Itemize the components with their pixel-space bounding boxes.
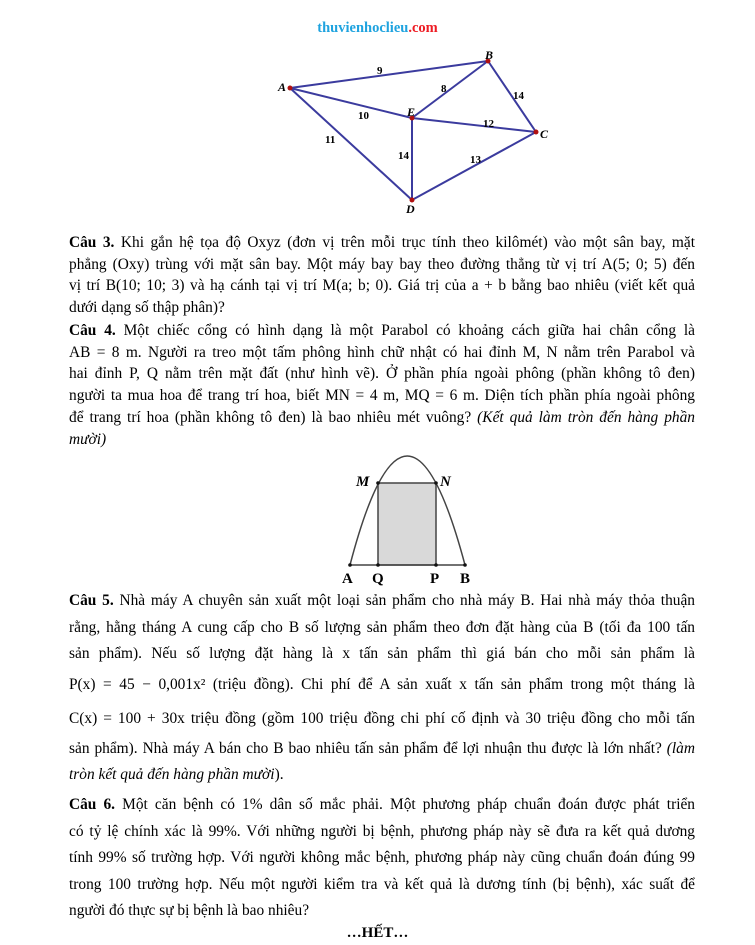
question-6 xyxy=(69,792,695,925)
q6-line-3: tính 99% số trường hợp. Với người không mắc bệnh, phương pháp này cũng chuẩn đoán đúng 99 xyxy=(69,849,695,866)
edge-E-C xyxy=(412,118,536,132)
q4-line-2: AB = 8 m. Người ra treo một tấm phông hình chữ nhật có hai đỉnh M, N nằm trên Parabol và xyxy=(69,343,695,361)
point-A xyxy=(348,563,352,567)
edge-weight-A-B: 9 xyxy=(377,65,383,77)
q4-line-3: hai đỉnh P, Q nằm trên mặt đất (như hình vẽ). Ở phần phía ngoài phông (phần không tô đen) xyxy=(69,365,695,383)
edge-B-C xyxy=(488,61,536,132)
label-P: P xyxy=(430,571,440,587)
node-label-B: B xyxy=(485,48,494,62)
point-P xyxy=(434,563,438,567)
q6-label: Câu 6. xyxy=(69,796,116,813)
label-B: B xyxy=(460,571,471,587)
q6-line-2: có tỷ lệ chính xác là 99%. Với những người bị bệnh, phương pháp này sẽ đưa ra kết quả dương xyxy=(69,822,695,840)
q5-note-end: ). xyxy=(274,766,284,783)
q5-label: Câu 5. xyxy=(69,592,114,609)
node-label-E: E xyxy=(407,105,416,119)
edge-weight-A-E: 10 xyxy=(358,110,369,122)
q4-line-5: để trang trí hoa (phần không tô đen) là bao nhiêu mét vuông? xyxy=(69,408,478,426)
q3-line-2: phẳng (Oxy) trùng với mặt sân bay. Một máy bay bay theo đường thẳng từ vị trí A(5; 0; 5) đến xyxy=(69,255,695,273)
edge-A-E xyxy=(290,88,412,118)
question-5 xyxy=(69,588,695,789)
graph-figure xyxy=(290,61,536,200)
q5-line-1: Nhà máy A chuyên sản xuất một loại sản phẩm cho nhà máy B. Hai nhà máy thỏa thuận xyxy=(113,592,695,609)
node-C xyxy=(534,130,539,135)
node-label-C: C xyxy=(540,127,549,141)
site-name-part2: .com xyxy=(408,20,438,36)
q6-line-5: người đó thực sự bị bệnh là bao nhiêu? xyxy=(69,902,310,919)
q5-line-2: rằng, hằng tháng A cung cấp cho B số lượng sản phẩm theo đơn đặt hàng của B (tối đa 100 tấn xyxy=(69,618,695,636)
parabola-figure xyxy=(342,456,470,587)
edge-A-D xyxy=(290,88,412,200)
site-name-part1: thuvienhoclieu xyxy=(317,20,409,36)
label-M: M xyxy=(356,474,370,490)
q4-line-1: Một chiếc cổng có hình dạng là một Parabol có khoảng cách giữa hai chân cổng là xyxy=(115,322,695,339)
point-N xyxy=(434,481,438,485)
q5-line-6: sản phẩm). Nhà máy A bán cho B bao nhiêu tấn sản phẩm để lợi nhuận thu được là lớn nhất? xyxy=(69,739,667,757)
q3-label: Câu 3. xyxy=(69,234,115,251)
q4-note-2: mười) xyxy=(69,430,107,448)
q4-line-4: người ta mua hoa để trang trí hoa, biết MN = 4 m, MQ = 6 m. Diện tích phần phía ngoài phông xyxy=(69,387,695,405)
node-label-A: A xyxy=(278,80,287,94)
q3-line-3: vị trí B(10; 10; 3) và hạ cánh tại vị trí M(a; b; 0). Giá trị của a + b bằng bao nhiêu (viết kết quả xyxy=(69,277,695,295)
q5-line-3: sản phẩm). Nếu số lượng đặt hàng là x tấn sản phẩm thì giá bán cho mỗi sản phẩm là xyxy=(69,645,695,662)
q3-line-4: dưới dạng số thập phân)? xyxy=(69,299,225,317)
q5-note-2: tròn kết quả đến hàng phần mười xyxy=(69,766,275,783)
q5-line-5: C(x) = 100 + 30x triệu đồng (gồm 100 triệu đồng chi phí cố định và 30 triệu đồng cho mỗi tấn xyxy=(69,709,695,727)
q5-line-4: P(x) = 45 − 0,001x² (triệu đồng). Chi phí để A sản xuất x tấn sản phẩm trong một tháng là xyxy=(69,675,695,693)
node-label-D: D xyxy=(406,202,415,216)
q4-note-1: (Kết quả làm tròn đến hàng phần xyxy=(477,408,695,426)
end-marker: …HẾT… xyxy=(346,925,409,941)
label-N: N xyxy=(440,474,451,490)
edge-weight-D-C: 13 xyxy=(470,154,481,166)
node-A xyxy=(288,86,293,91)
q6-line-1: Một căn bệnh có 1% dân số mắc phải. Một phương pháp chuẩn đoán được phát triển xyxy=(115,796,695,813)
point-Q xyxy=(376,563,380,567)
edge-weight-B-C: 14 xyxy=(513,90,524,102)
point-M xyxy=(376,481,380,485)
edge-weight-E-D: 14 xyxy=(398,150,409,162)
edge-weight-E-C: 12 xyxy=(483,118,494,130)
q4-label: Câu 4. xyxy=(69,322,116,339)
point-B xyxy=(463,563,467,567)
question-4 xyxy=(69,320,695,450)
question-3 xyxy=(69,232,695,319)
label-Q: Q xyxy=(372,571,384,587)
q3-line-1: Khi gắn hệ tọa độ Oxyz (đơn vị trên mỗi trục tính theo kilômét) vào một sân bay, mặt xyxy=(114,234,695,251)
label-A: A xyxy=(342,571,353,587)
banner-rectangle xyxy=(378,483,436,565)
edge-weight-E-B: 8 xyxy=(441,83,447,95)
q6-line-4: trong 100 trường hợp. Nếu một người kiểm tra và kết quả là dương tính (bị bệnh), xác suất để xyxy=(69,875,695,893)
edge-D-C xyxy=(412,132,536,200)
q5-note-1: (làm xyxy=(666,739,695,757)
edge-weight-A-D: 11 xyxy=(325,134,336,146)
